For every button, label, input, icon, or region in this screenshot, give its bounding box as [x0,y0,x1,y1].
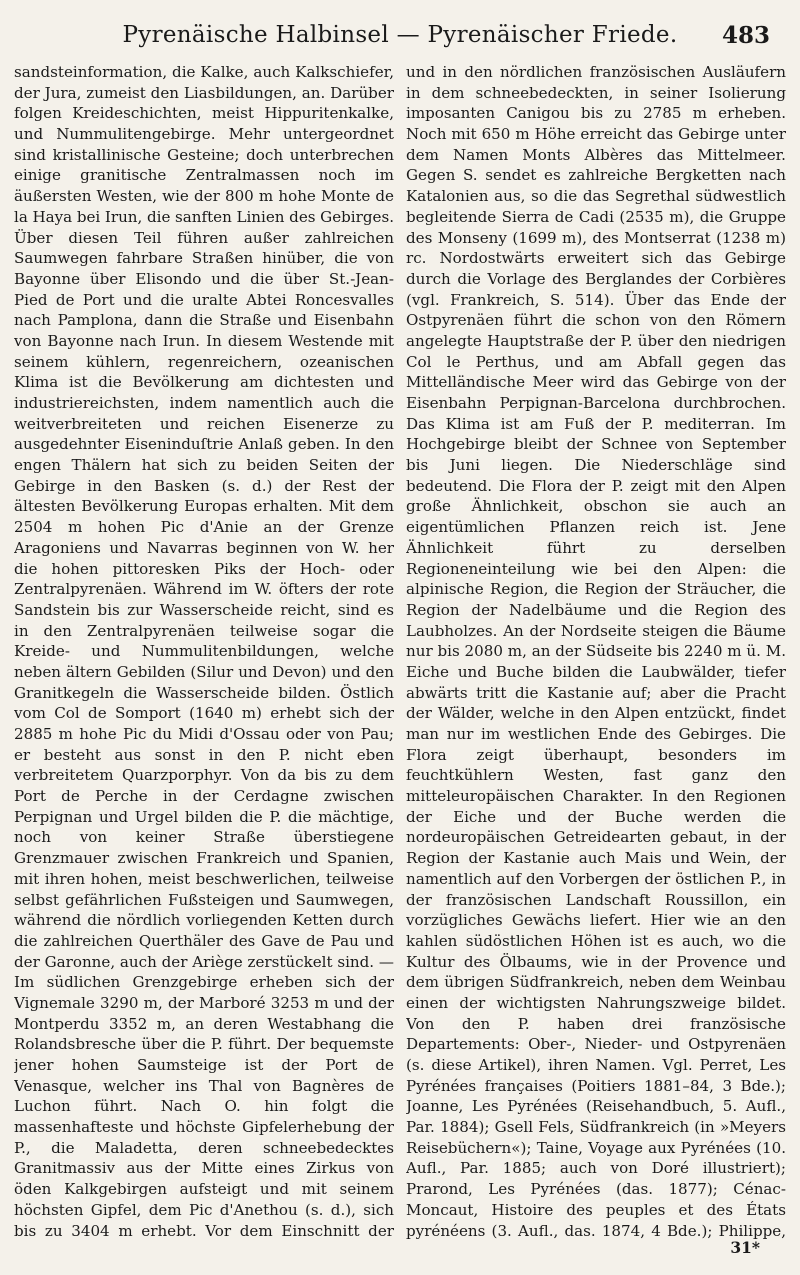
right-column-continuation: und in den nördlichen französischen Ausläufern in dem schneebedeckten, in seiner Isolierung imposanten Canigou bis zu 2785 m erheben. Noch mit 650 m Höhe erreicht das Gebirge unter dem Namen Monts Albères das Mittelmeer. Gegen S. sendet es zahlreiche Bergketten nach Katalonien aus, so die das Segrethal südwestlich begleitende Sierra de Cadi (2535 m), die Gruppe des Monseny (1699 m), des Montserrat (1238 m) rc. Nordostwärts erweitert sich das Gebirge durch die Vorlage des Berglandes der Corbières (vgl. Frankreich, S. 514). Über das Ende der Ostpyrenäen führt die schon von den Römern angelegte Hauptstraße der P. über den niedrigen Col le Perthus, und am Abfall gegen das Mittelländische Meer wird das Gebirge von der Eisenbahn Perpignan-Barcelona durchbrochen. Das Klima ist am Fuß der P. mediterran. Im Hochgebirge bleibt der Schnee von September bis Juni liegen. Die Niederschläge sind bedeutend. Die Flora der P. zeigt mit den Alpen große Ähnlichkeit, obschon sie auch an eigentümlichen Pflanzen reich ist. Jene Ähnlichkeit führt zu derselben Regioneneinteilung wie bei den Alpen: die alpinische Region, die Region der Sträucher, die Region der Nadelbäume und die Region des Laubholzes. An der Nordseite steigen die Bäume nur bis 2080 m, an der Südseite bis 2240 m ü. M. Eiche und Buche bilden die Laubwälder, tiefer abwärts tritt die Kastanie auf; aber die Pracht der Wälder, welche in den Alpen entzückt, findet man nur im westlichen Ende des Gebirges. Die Flora zeigt überhaupt, besonders im feuchtkühlern Westen, fast ganz den mitteleuropäischen Charakter. In den Regionen der Eiche und der Buche werden die nordeuropäischen Getreidearten gebaut, in der Region der Kastanie auch Mais und Wein, der namentlich auf den Vorbergen der östlichen P., in der französischen Landschaft Roussillon, ein vorzügliches Gewächs liefert. Hier wie an den kahlen südöstlichen Höhen ist es auch, wo die Kultur des Ölbaums, wie in der Provence und dem übrigen Südfrankreich, neben dem Weinbau einen der wichtigsten Nahrungszweige bildet. Von den P. haben drei französische Departements: Ober-, Nieder- und Ostpyrenäen (s. diese Artikel), ihren Namen. Vgl. Perret, Les Pyrénées françaises (Poitiers 1881–84, 3 Bde.); Joanne, Les Pyrénées (Reisehandbuch, 5. Aufl., Par. 1884); Gsell Fels, Südfrankreich (in »Meyers Reisebüchern«); Taine, Voyage aux Pyrénées (10. Aufl., Par. 1885; auch von Doré illustriert); Prarond, Les Pyrénées (das. 1877); Cénac-Moncaut, Histoire des peuples et des États pyrénéens (3. Aufl., das. 1874, 4 Bde.); Philippe, [406,63,786,1240]
page-header [26,18,774,58]
left-column [14,62,394,1242]
right-column [406,62,786,1242]
page-number: 483 [721,22,770,49]
running-head: Pyrenäische Halbinsel — Pyrenäischer Friede. [122,22,678,48]
sheet-signature: 31* [730,1238,760,1257]
left-column-text: sandsteinformation, die Kalke, auch Kalkschiefer, der Jura, zumeist den Liasbildungen, an. Darüber folgen Kreideschichten, meist Hippuritenkalke, und Nummulitengebirge. Mehr untergeordnet sind kristallinische Gesteine; doch unterbrechen einige granitische Zentralmassen noch im äußersten Westen, wie der 800 m hohe Monte de la Haya bei Irun, die sanften Linien des Gebirges. Über diesen Teil führen außer zahlreichen Saumwegen fahrbare Straßen hinüber, die von Bayonne über Elisondo und die über St.-Jean-Pied de Port und die uralte Abtei Roncesvalles nach Pamplona, dann die Straße und Eisenbahn von Bayonne nach Irun. In diesem Westende mit seinem kühlern, regenreichern, ozeanischen Klima ist die Bevölkerung am dichtesten und industriereichsten, indem namentlich auch die weitverbreiteten und reichen Eisenerze zu ausgedehnter Eiseninduſtrie Anlaß geben. In den engen Thälern hat sich zu beiden Seiten der Gebirge in den Basken (s. d.) der Rest der ältesten Bevölkerung Europas erhalten. Mit dem 2504 m hohen Pic d'Anie an der Grenze Aragoniens und Navarras beginnen von W. her die hohen pittoresken Piks der Hoch- oder Zentralpyrenäen. Während im W. öfters der rote Sandstein bis zur Wasserscheide reicht, sind es in den Zentralpyrenäen teilweise sogar die Kreide- und Nummulitenbildungen, welche neben ältern Gebilden (Silur und Devon) und den Granitkegeln die Wasserscheide bilden. Östlich vom Col de Somport (1640 m) erhebt sich der 2885 m hohe Pic du Midi d'Ossau oder von Pau; er besteht aus sonst in den P. nicht eben verbreitetem Quarzporphyr. Von da bis zu dem Port de Perche in der Cerdagne zwischen Perpignan und Urgel bilden die P. die mächtige, noch von keiner Straße überstiegene Grenzmauer zwischen Frankreich und Spanien, mit ihren hohen, meist beschwerlichen, teilweise selbst gefährlichen Fußsteigen und Saumwegen, während die nördlich vorliegenden Ketten durch die zahlreichen Querthäler des Gave de Pau und der Garonne, auch der Ariège zerstückelt sind. — Im südlichen Grenzgebirge erheben sich der Vignemale 3290 m, der Marboré 3253 m und der Montperdu 3352 m, an deren Westabhang die Rolandsbresche über die P. führt. Der bequemste jener hohen Saumsteige ist der Port de Venasque, welcher ins Thal von Bagnères de Luchon führt. Nach O. hin folgt die massenhafteste und höchste Gipfelerhebung der P., die Maladetta, deren schneebedecktes Granitmassiv aus der Mitte eines Zirkus von öden Kalkgebirgen aufsteigt und mit seinem höchsten Gipfel, dem Pic d'Anethou (s. d.), sich bis zu 3404 m erhebt. Vor dem Einschnitt der [14,63,394,1240]
